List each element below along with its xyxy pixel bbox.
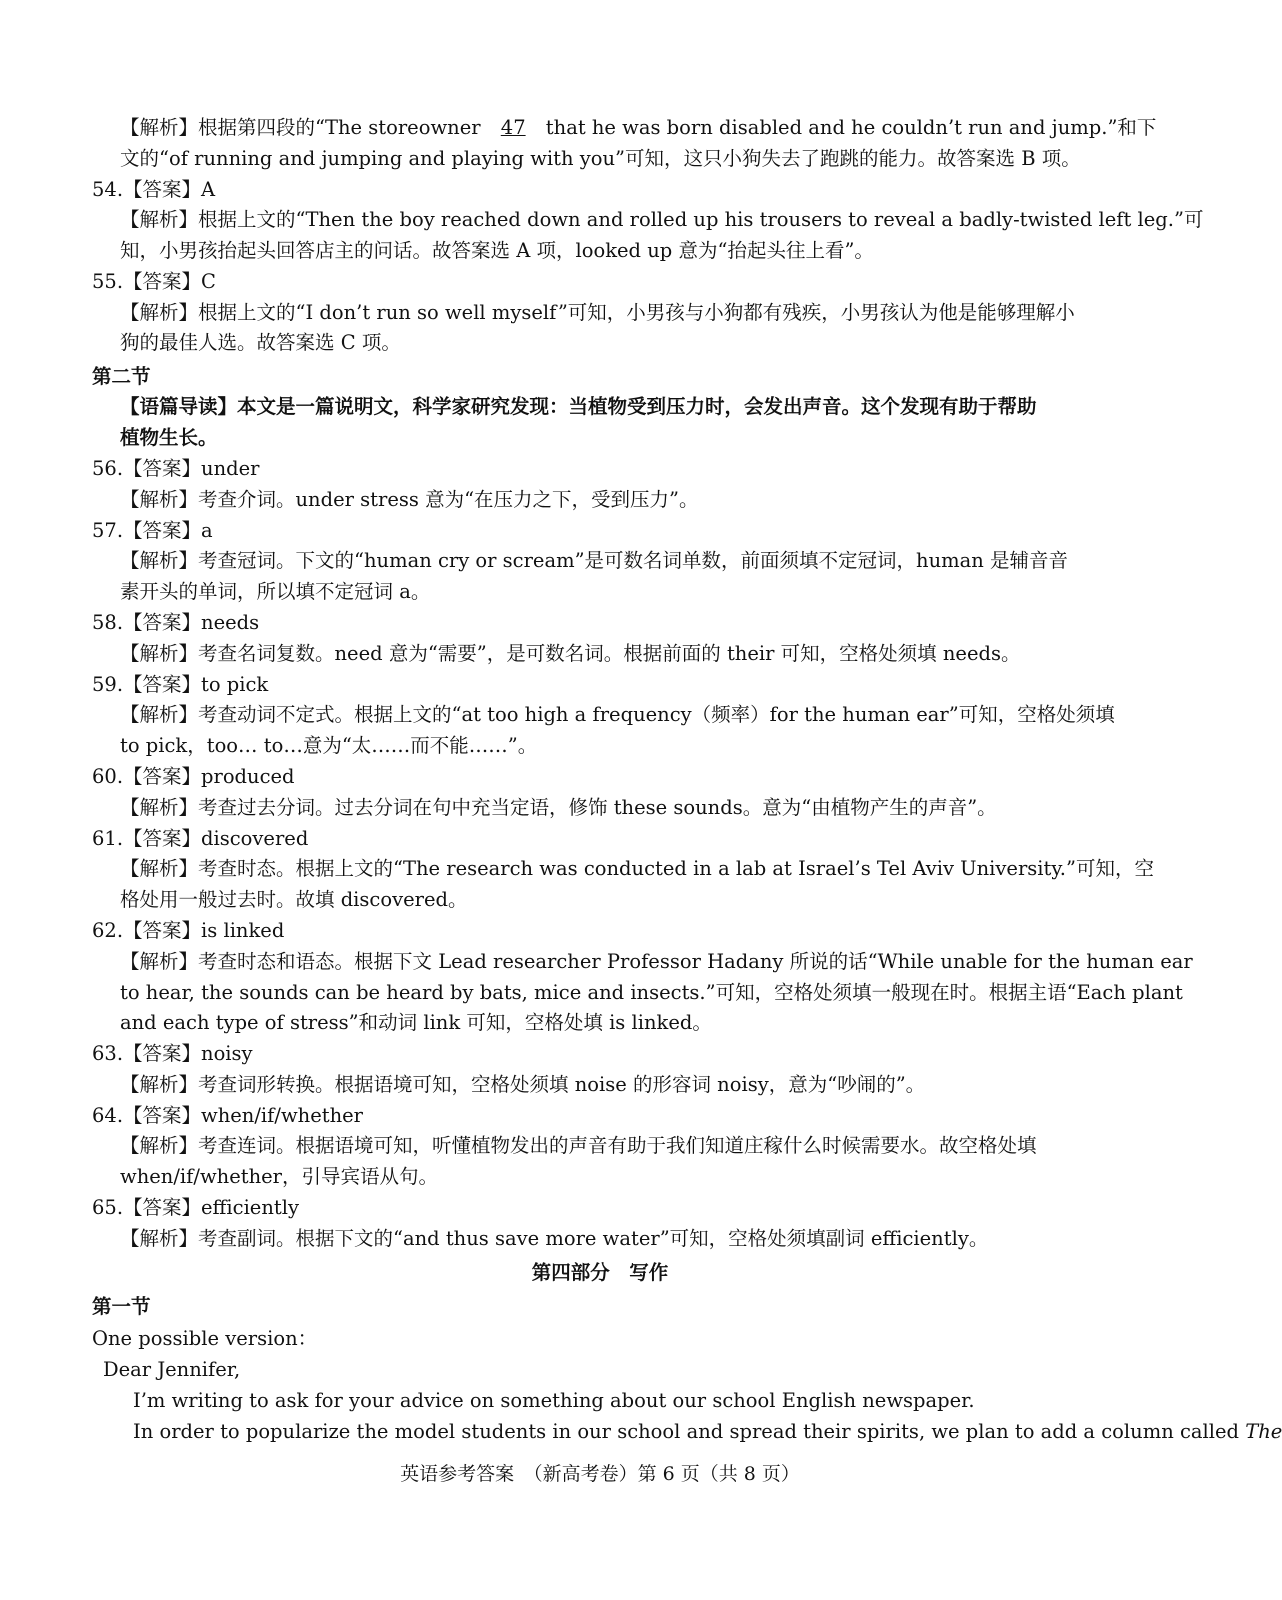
text-span: 60.【答案】produced [92,765,295,788]
text-span: 【解析】考查时态和语态。根据下文 Lead researcher Professor Hadany 所说的话“While unable for the human ear [120,950,1193,973]
text-span: 62.【答案】is linked [92,919,285,942]
text-span: 【解析】考查名词复数。need 意为“需要”，是可数名词。根据前面的 their 可知，空格处须填 needs。 [120,642,1021,665]
text-span: 素开头的单词，所以填不定冠词 a。 [120,580,431,603]
text-line [92,454,259,484]
text-line [120,392,1037,422]
text-span: to hear, the sounds can be heard by bats, mice and insects.”可知，空格处须填一般现在时。根据主语“Each plant [120,981,1183,1004]
text-span: when/if/whether，引导宾语从句。 [120,1165,438,1188]
text-line [92,1292,151,1322]
text-line [92,916,284,946]
text-line [133,1417,1282,1447]
text-span: 65.【答案】efficiently [92,1196,299,1219]
text-line [120,546,1068,576]
text-line [120,236,874,266]
text-span: 植物生长。 [120,426,218,449]
text-line [103,1355,240,1385]
text-span: 【解析】考查过去分词。过去分词在句中充当定语，修饰 these sounds。意为“由植物产生的声音”。 [120,796,997,819]
text-span: 【解析】考查词形转换。根据语境可知，空格处须填 noise 的形容词 noisy，意为“吵闹的”。 [120,1073,926,1096]
text-line [120,854,1154,884]
text-span: 【解析】根据上文的“I don’t run so well myself”可知，小男孩与小狗都有残疾，小男孩认为他是能够理解小 [120,301,1075,324]
text-line [120,1070,925,1100]
text-line [92,1039,253,1069]
text-line [120,731,537,761]
text-span: 56.【答案】under [92,457,260,480]
text-span: 57.【答案】a [92,519,213,542]
text-span: 文的“of running and jumping and playing with you”可知，这只小狗失去了跑跳的能力。故答案选 B 项。 [120,147,1081,170]
text-line [92,762,295,792]
text-span: 【语篇导读】本文是一篇说明文，科学家研究发现：当植物受到压力时，会发出声音。这个发现有助于帮助 [120,395,1037,418]
text-line [120,298,1075,328]
text-span: 第二节 [92,365,151,388]
text-line [120,978,1183,1008]
text-line [92,267,216,297]
text-span: In order to popularize the model students in our school and spread their spirits, we plan to add a column called [133,1420,1246,1443]
text-span: I’m writing to ask for your advice on something about our school English newspaper. [133,1389,975,1412]
text-span: One possible version： [92,1327,318,1350]
text-line [120,1131,1037,1161]
text-line [120,113,1156,143]
text-line [120,328,401,358]
text-line [92,516,213,546]
text-line [120,423,218,453]
text-span: 54.【答案】A [92,178,216,201]
text-span: that he was born disabled and he couldn’t run and jump.”和下 [539,116,1157,139]
text-line [120,205,1203,235]
text-span: 第四部分 写作 [531,1261,669,1284]
text-line [92,1193,299,1223]
text-line [120,947,1193,977]
text-line [120,639,1020,669]
text-span: 【解析】考查副词。根据下文的“and thus save more water”可知，空格处须填副词 efficiently。 [120,1227,989,1250]
text-span: 【解析】根据上文的“Then the boy reached down and rolled up his trousers to reveal a badly-twisted left leg.”可 [120,208,1204,231]
text-line [92,824,308,854]
text-span: 狗的最佳人选。故答案选 C 项。 [120,331,401,354]
text-line [120,577,430,607]
text-span: to pick，too… to…意为“太……而不能……”。 [120,734,538,757]
text-span: 55.【答案】C [92,270,216,293]
text-span: 【解析】考查动词不定式。根据上文的“at too high a frequency（频率）for the human ear”可知，空格处须填 [120,703,1115,726]
text-line [92,362,151,392]
text-span: 64.【答案】when/if/whether [92,1104,364,1127]
text-line [92,1101,363,1131]
text-line [92,608,259,638]
text-line [120,485,699,515]
text-line [133,1386,975,1416]
text-span: 【解析】考查连词。根据语境可知，听懂植物发出的声音有助于我们知道庄稼什么时候需要水。故空格处填 [120,1134,1037,1157]
text-span: Dear Jennifer, [103,1358,241,1381]
text-span: 61.【答案】discovered [92,827,309,850]
text-line [92,175,215,205]
text-line [120,700,1115,730]
text-span: 63.【答案】noisy [92,1042,253,1065]
text-span: The [1245,1420,1282,1443]
text-span: 【解析】根据第四段的“The storeowner [120,116,487,139]
page-footer: 英语参考答案 （新高考卷）第 6 页（共 8 页） [400,1463,800,1485]
text-line [120,1162,438,1192]
text-span: 58.【答案】needs [92,611,260,634]
text-span: 【解析】考查冠词。下文的“human cry or scream”是可数名词单数，前面须填不定冠词，human 是辅音音 [120,549,1069,572]
text-line [0,1258,1200,1288]
text-span: 59.【答案】to pick [92,673,269,696]
text-line [120,793,997,823]
text-span: and each type of stress”和动词 link 可知，空格处填 is linked。 [120,1011,712,1034]
text-span: 格处用一般过去时。故填 discovered。 [120,888,468,911]
text-line [120,1008,712,1038]
text-span: 【解析】考查时态。根据上文的“The research was conducted in a lab at Israel’s Tel Aviv University.”可知，空 [120,857,1154,880]
text-line [120,144,1081,174]
answer-blank: 47 [500,116,526,139]
text-span: 第一节 [92,1295,151,1318]
text-line [120,1224,988,1254]
text-span: 【解析】考查介词。under stress 意为“在压力之下，受到压力”。 [120,488,699,511]
text-span: 知，小男孩抬起头回答店主的问话。故答案选 A 项，looked up 意为“抬起头往上看”。 [120,239,874,262]
text-line [120,885,468,915]
text-line [92,670,268,700]
text-line [92,1324,317,1354]
